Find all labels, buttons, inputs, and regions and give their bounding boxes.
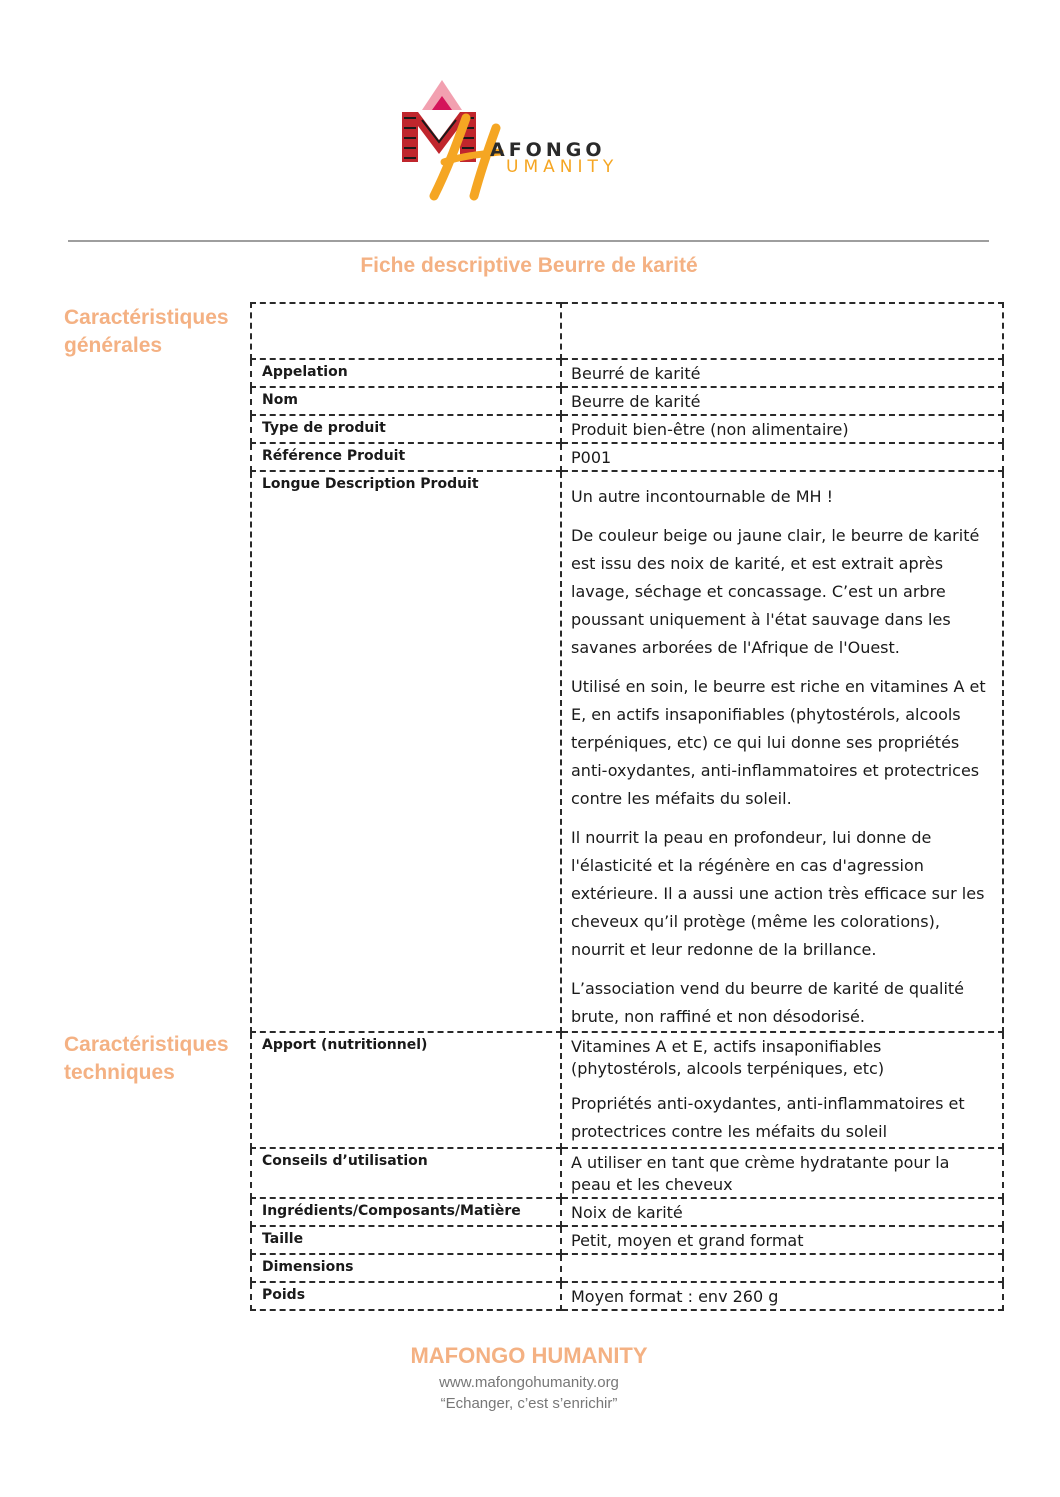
spec-key: Conseils d’utilisation [251, 1148, 561, 1198]
description-paragraph: Utilisé en soin, le beurre est riche en vitamines A et E, en actifs insaponifiables (phytostérols, alcools terpéniques, etc) ce qui lui donne ses propriétés anti-oxydantes, anti-inflammatoires et protectrices contre les méfaits du soleil. [571, 677, 986, 808]
table-row-long-description [251, 471, 1003, 1032]
spec-table [250, 302, 1004, 1311]
spec-value [561, 1254, 1003, 1282]
spec-key: Apport (nutritionnel) [251, 1032, 561, 1148]
spec-value: Moyen format : env 260 g [561, 1282, 1003, 1310]
spec-value: Produit bien-être (non alimentaire) [561, 415, 1003, 443]
table-header-empty-key [251, 303, 561, 359]
table-row [251, 415, 1003, 443]
spec-key: Dimensions [251, 1254, 561, 1282]
description-paragraph: De couleur beige ou jaune clair, le beurre de karité est issu des noix de karité, et est extrait après lavage, séchage et concassage. C’est un arbre poussant uniquement à l'état sauvage dans les savanes arborées de l'Afrique de l'Ouest. [571, 526, 980, 657]
table-row [251, 1254, 1003, 1282]
spec-key: Ingrédients/Composants/Matière [251, 1198, 561, 1226]
section-label-technical-text: Caractéristiques techniques [64, 1033, 229, 1084]
spec-key: Nom [251, 387, 561, 415]
spec-value: P001 [561, 443, 1003, 471]
table-row [251, 1148, 1003, 1198]
spec-key: Poids [251, 1282, 561, 1310]
spec-value: Beurré de karité [561, 359, 1003, 387]
table-row [251, 1282, 1003, 1310]
spec-value [561, 1032, 1003, 1148]
spec-key: Taille [251, 1226, 561, 1254]
spec-key: Type de produit [251, 415, 561, 443]
description-paragraph: L’association vend du beurre de karité de qualité brute, non raffiné et non désodorisé. [571, 979, 965, 1026]
table-row [251, 359, 1003, 387]
long-description [561, 471, 1003, 1032]
section-label-general-text: Caractéristiques générales [64, 306, 229, 357]
section-label-general [64, 304, 249, 360]
svg-text:UMANITY: UMANITY [506, 157, 619, 177]
table-row [251, 1198, 1003, 1226]
spec-value: Noix de karité [561, 1198, 1003, 1226]
mafongo-humanity-logo [396, 78, 656, 208]
section-label-technical [64, 1031, 249, 1087]
spec-key: Référence Produit [251, 443, 561, 471]
spec-value: A utiliser en tant que crème hydratante pour la peau et les cheveux [561, 1148, 1003, 1198]
spec-key: Longue Description Produit [251, 471, 561, 1032]
table-row [251, 443, 1003, 471]
footer-slogan: “Echanger, c’est s’enrichir” [440, 1395, 618, 1412]
spec-key: Appelation [251, 359, 561, 387]
table-row [251, 1226, 1003, 1254]
description-paragraph: Il nourrit la peau en profondeur, lui donne de l'élasticité et la régénère en cas d'agression extérieure. Il a aussi une action très efficace sur les cheveux qu’il protège (même les colorations), nourrit et leur redonne de la brillance. [571, 828, 985, 959]
apport-paragraph: Vitamines A et E, actifs insaponifiables (phytostérols, alcools terpéniques, etc) [571, 1037, 885, 1078]
table-row [251, 387, 1003, 415]
footer-website: www.mafongohumanity.org [439, 1374, 619, 1391]
spec-value: Beurre de karité [561, 387, 1003, 415]
apport-paragraph: Propriétés anti-oxydantes, anti-inflammatoires et protectrices contre les méfaits du soleil [571, 1094, 965, 1141]
svg-text:AFONGO: AFONGO [490, 139, 606, 161]
table-header-empty-value [561, 303, 1003, 359]
table-row-apport [251, 1032, 1003, 1148]
footer-brand: MAFONGO HUMANITY [410, 1343, 648, 1368]
description-paragraph: Un autre incontournable de MH ! [571, 487, 834, 506]
spec-value: Petit, moyen et grand format [561, 1226, 1003, 1254]
table-row-header [251, 303, 1003, 359]
header-divider [68, 240, 989, 242]
document-title: Fiche descriptive Beurre de karité [360, 254, 698, 277]
